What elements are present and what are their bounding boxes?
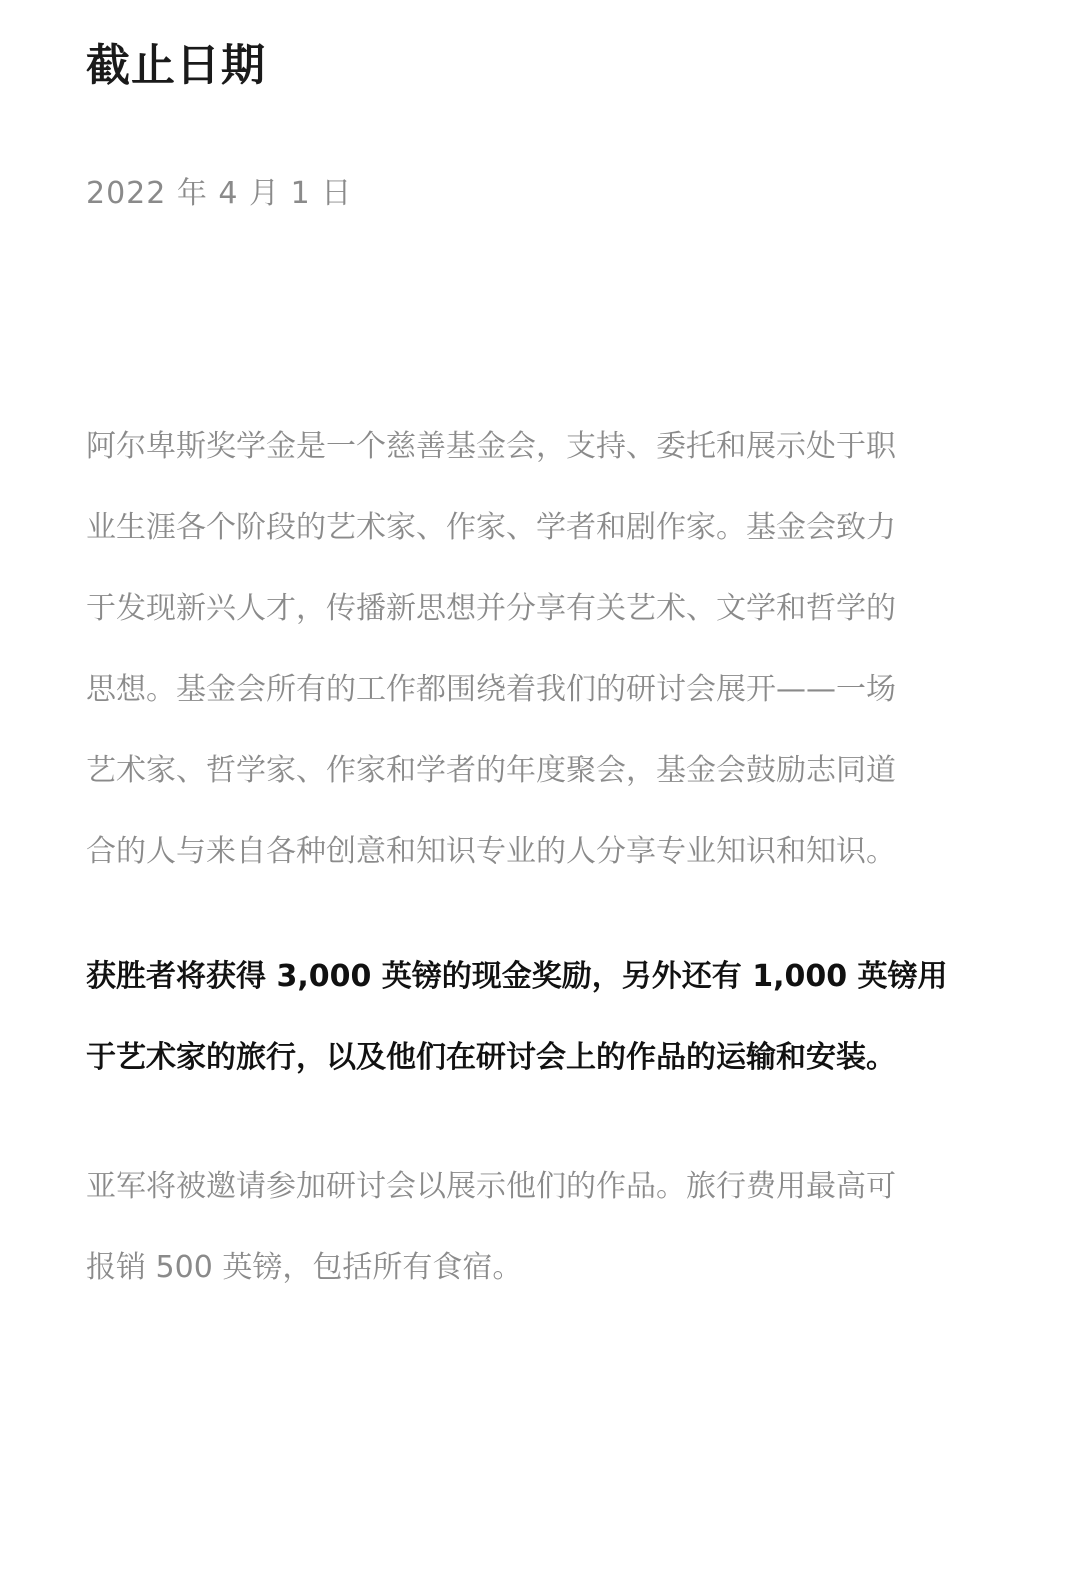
deadline-date: 2022 年 4 月 1 日 xyxy=(86,176,353,211)
runner-up-paragraph: 亚军将被邀请参加研讨会以展示他们的作品。旅行费用最高可 报销 500 英镑，包括所有食宿。 xyxy=(86,1169,896,1285)
intro-paragraph: 阿尔卑斯奖学金是一个慈善基金会，支持、委托和展示处于职 业生涯各个阶段的艺术家、作家、学者和剧作家。基金会致力 于发现新兴人才，传播新思想并分享有关艺术、文学和哲学的 思想。基金会所有的工作都围绕着我们的研讨会展开——一场 艺术家、哲学家、作家和学者的年度聚会，基金会鼓励志同道 合的人与来自各种创意和知识专业的人分享专业知识和知识。 xyxy=(86,429,896,869)
prize-paragraph: 获胜者将获得 3,000 英镑的现金奖励，另外还有 1,000 英镑用 于艺术家的旅行，以及他们在研讨会上的作品的运输和安装。 xyxy=(86,959,948,1075)
page-title: 截止日期 xyxy=(86,40,266,91)
